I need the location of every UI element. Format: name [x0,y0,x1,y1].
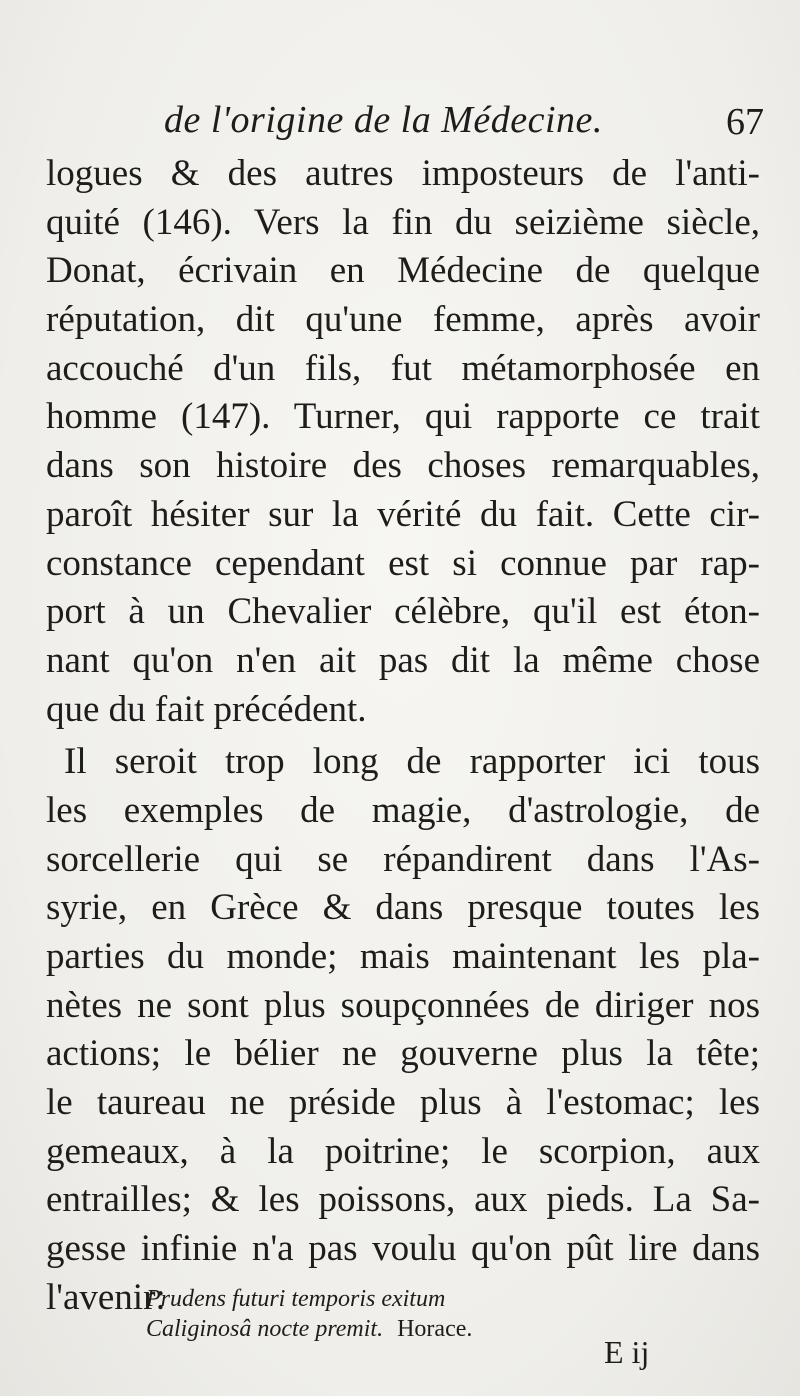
text-line: paroît hésiter sur la vérité du fait. Cette cir- [46,493,760,535]
body-text [46,150,760,1323]
text-line: nant qu'on n'en ait pas dit la même chose [46,639,760,681]
page-number: 67 [726,101,764,143]
text-line: gemeaux, à la poitrine; le scorpion, aux [46,1130,760,1172]
text-line: gesse infinie n'a pas voulu qu'on pût lire dans [46,1228,760,1270]
text-line: sorcellerie qui se répandirent dans l'As- [46,838,760,880]
text-line: nètes ne sont plus soupçonnées de diriger nos [46,984,760,1026]
text-line: Donat, écrivain en Médecine de quelque [46,250,760,292]
text-line: quité (146). Vers la fin du seizième siècle, [46,201,760,243]
text-line: Il seroit trop long de rapporter ici tous [64,741,760,783]
text-line: réputation, dit qu'une femme, après avoir [46,299,760,341]
text-line: actions; le bélier ne gouverne plus la tête; [46,1033,760,1075]
citation-source: Horace. [397,1316,473,1342]
text-line: l'avenir: [46,1276,166,1318]
text-line: les exemples de magie, d'astrologie, de [46,789,760,831]
citation-line-2-text: Caliginosâ nocte premit. [146,1316,384,1342]
text-line: entrailles; & les poissons, aux pieds. La Sa- [46,1179,760,1221]
text-line: dans son histoire des choses remarquables, [46,445,760,487]
text-line: le taureau ne préside plus à l'estomac; les [46,1082,760,1124]
text-line: logues & des autres imposteurs de l'anti- [46,153,760,194]
running-head [164,98,764,148]
running-title: de l'origine de la Médecine. [164,99,603,141]
paragraph-2 [46,738,760,1322]
signature-mark: E ij [604,1334,650,1370]
citation-line-1: Prudens futuri temporis exitum [146,1286,446,1312]
text-line: syrie, en Grèce & dans presque toutes les [46,887,760,929]
text-line: parties du monde; mais maintenant les pla- [46,936,760,977]
text-line: port à un Chevalier célèbre, qu'il est éton- [46,591,760,633]
paragraph-1 [46,150,760,734]
text-line: que du fait précédent. [46,688,367,730]
text-line: homme (147). Turner, qui rapporte ce trait [46,396,760,438]
text-line: accouché d'un fils, fut métamorphosée en [46,347,760,389]
text-line: constance cependant est si connue par rap- [46,542,760,584]
